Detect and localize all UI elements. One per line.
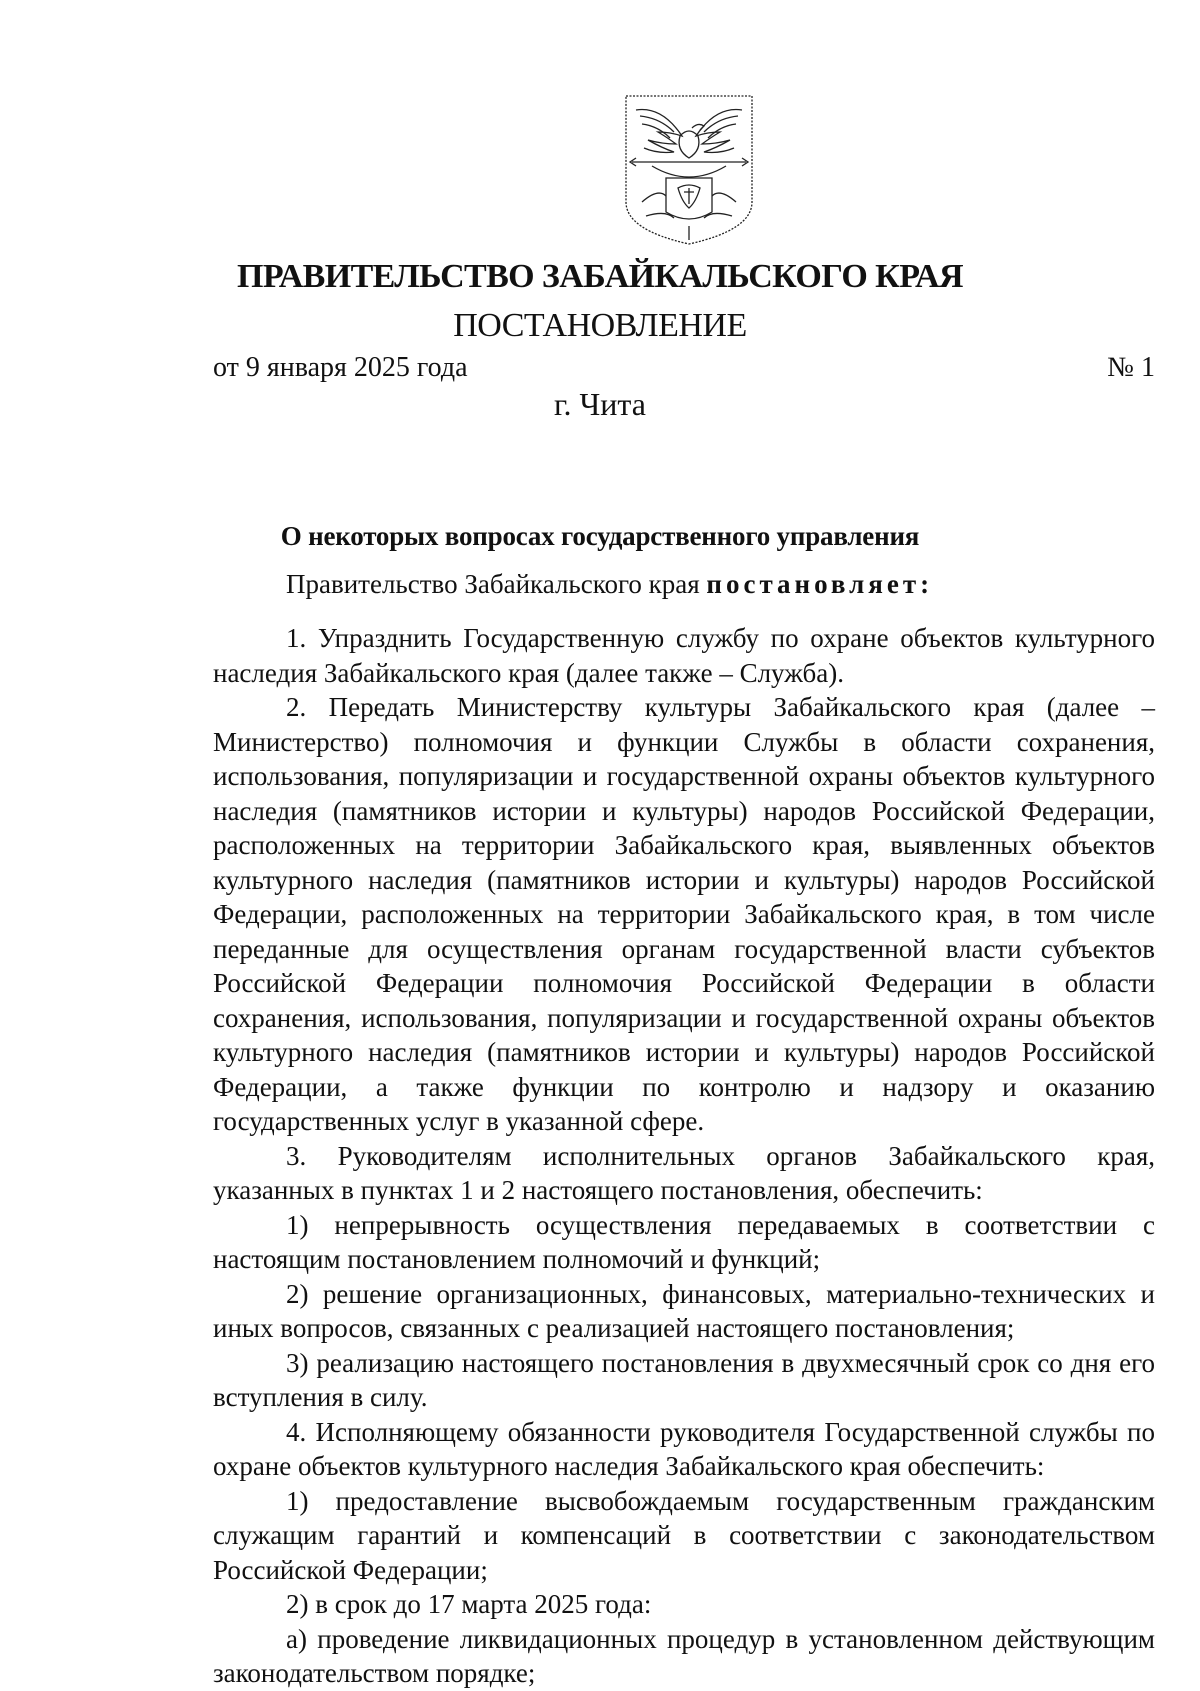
paragraph: 1) предоставление высвобождаемым государственным гражданским служащим гарантий и компенсаций в соответствии с законодательством Российской Федерации;	[213, 1485, 1155, 1585]
document-subject: О некоторых вопросах государственного управления	[280, 521, 920, 551]
decree-prefix: Правительство Забайкальского края	[286, 569, 707, 599]
paragraph: 2) в срок до 17 марта 2025 года:	[286, 1589, 652, 1619]
paragraph: 2. Передать Министерству культуры Забайкальского края (далее – Министерство) полномочия и функции Службы в области сохранения, использования, популяризации и государственной охраны объектов культурного наследия (памятников истории и культуры) народов Российской Федерации, расположенных на территории Забайкальского края, выявленных объектов культурного наследия (памятников истории и культуры) народов Российской Федерации, расположенных на территории Забайкальского края, в том числе переданные для осуществления органам государственной власти субъектов Российской Федерации полномочия Российской Федерации в области сохранения, использования, популяризации и государственной охраны объектов культурного наследия (памятников истории и культуры) народов Российской Федерации, а также функции по контролю и надзору и оказанию государственных услуг в указанной сфере.	[213, 692, 1155, 1136]
document-type: ПОСТАНОВЛЕНИЕ	[453, 307, 747, 344]
paragraph: а) проведение ликвидационных процедур в установленном действующим законодательством порядке;	[213, 1623, 1155, 1688]
document-body	[213, 621, 1155, 1691]
coat-of-arms-icon	[622, 92, 756, 246]
document-number: № 1	[1107, 352, 1155, 383]
decree-statement	[286, 569, 933, 600]
paragraph: 3. Руководителям исполнительных органов Забайкальского края, указанных в пунктах 1 и 2 настоящего постановления, обеспечить:	[213, 1140, 1155, 1205]
paragraph: 4. Исполняющему обязанности руководителя Государственной службы по охране объектов культурного наследия Забайкальского края обеспечить:	[213, 1416, 1155, 1481]
paragraph: 1) непрерывность осуществления передаваемых в соответствии с настоящим постановлением полномочий и функций;	[213, 1209, 1155, 1274]
government-title: ПРАВИТЕЛЬСТВО ЗАБАЙКАЛЬСКОГО КРАЯ	[237, 258, 963, 295]
document-date: от 9 января 2025 года	[213, 352, 468, 383]
paragraph: 1. Упразднить Государственную службу по охране объектов культурного наследия Забайкальского края (далее также – Служба).	[213, 623, 1155, 688]
decree-word: постановляет:	[706, 569, 934, 599]
paragraph: 3) реализацию настоящего постановления в двухмесячный срок со дня его вступления в силу.	[213, 1347, 1155, 1412]
document-city: г. Чита	[553, 386, 646, 422]
paragraph: 2) решение организационных, финансовых, материально-технических и иных вопросов, связанных с реализацией настоящего постановления;	[213, 1278, 1155, 1343]
